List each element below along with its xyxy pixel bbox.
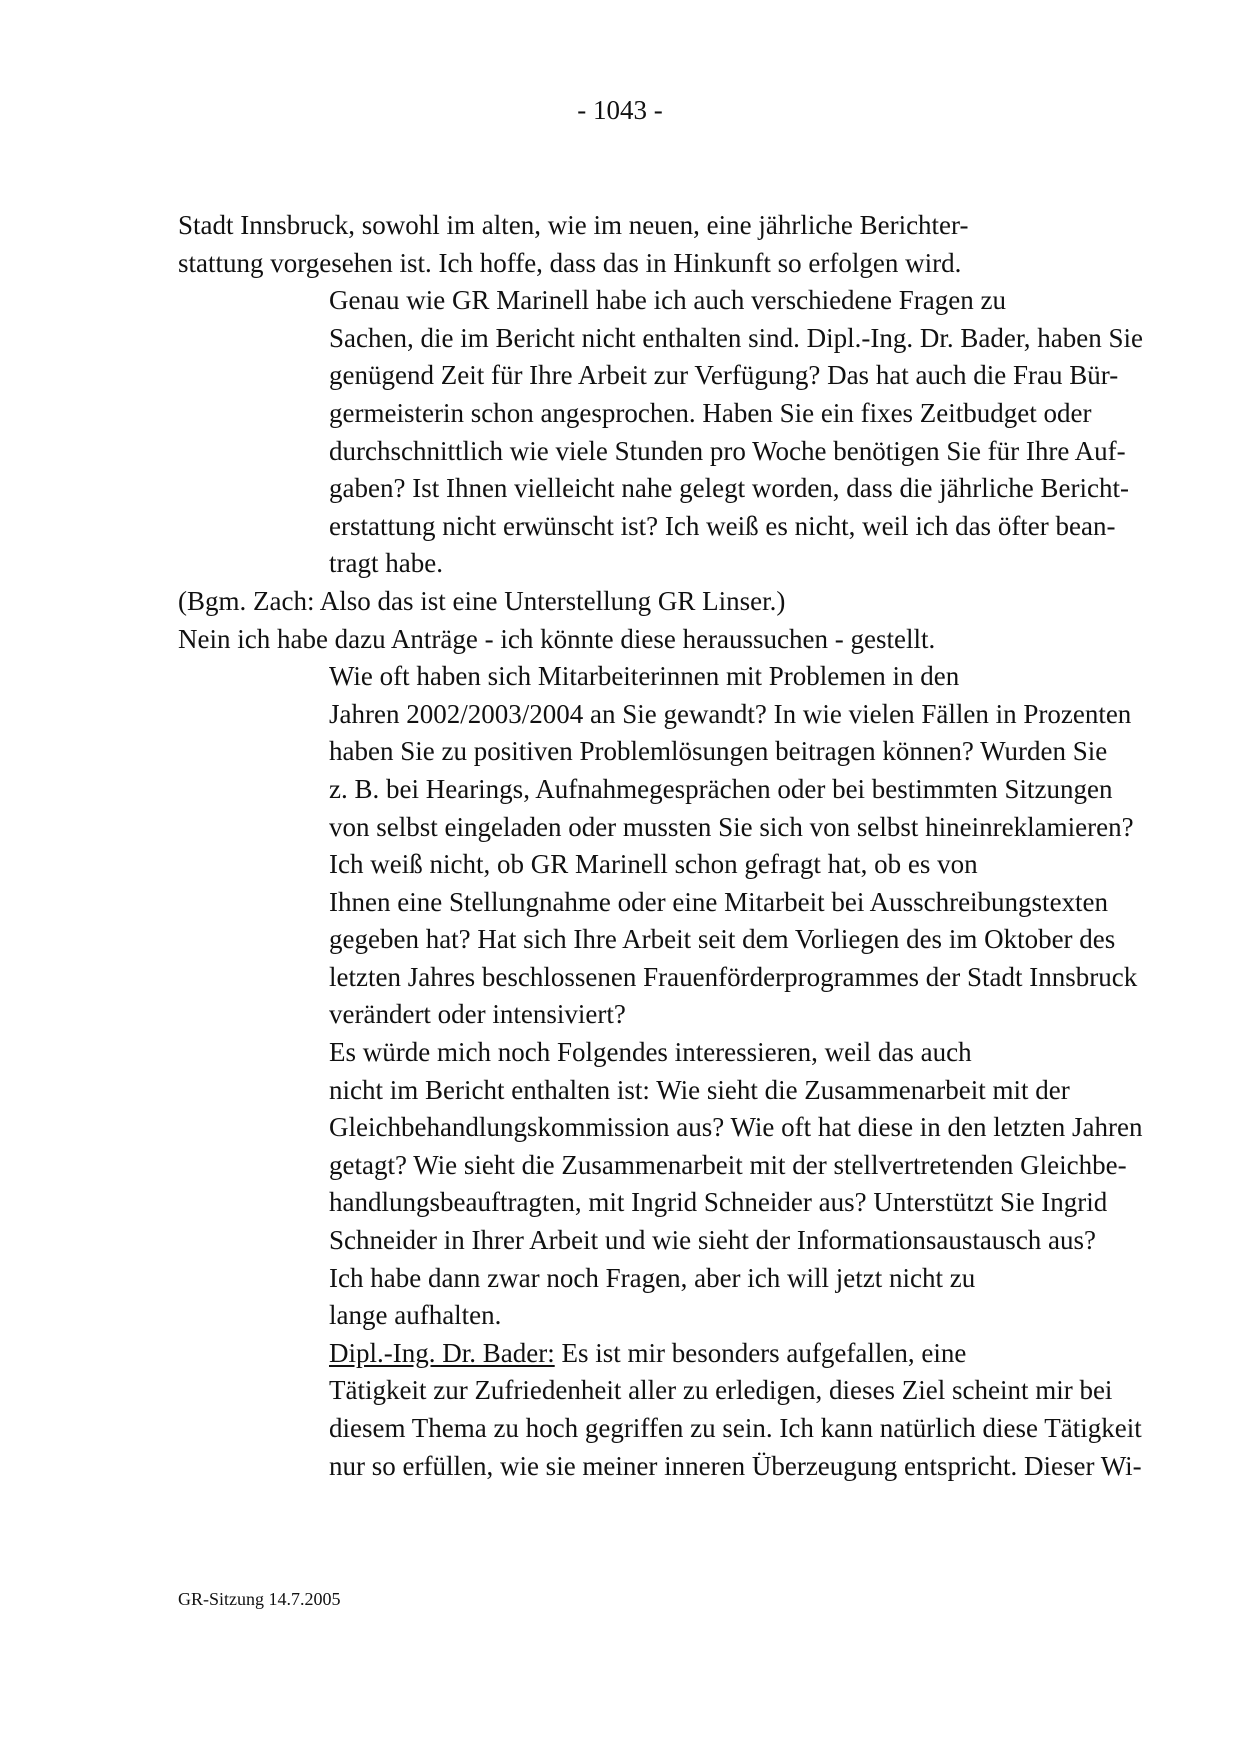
text-line: Sachen, die im Bericht nicht enthalten sind. Dipl.-Ing. Dr. Bader, haben Sie: [329, 322, 1143, 353]
speaker-statement-start: Es ist mir besonders aufgefallen, eine: [554, 1337, 967, 1368]
interjection: [178, 583, 1078, 621]
text-line: (Bgm. Zach: Also das ist eine Unterstellung GR Linser.): [178, 585, 786, 616]
text-line: genügend Zeit für Ihre Arbeit zur Verfügung? Das hat auch die Frau Bür-: [329, 360, 1119, 391]
text-line: diesem Thema zu hoch gegriffen zu sein. Ich kann natürlich diese Tätigkeit: [329, 1413, 1142, 1443]
text-line: Es würde mich noch Folgendes interessieren, weil das auch: [329, 1037, 972, 1068]
text-line: gaben? Ist Ihnen vielleicht nahe gelegt worden, dass die jährliche Bericht-: [329, 473, 1129, 504]
text-line: handlungsbeauftragten, mit Ingrid Schneider aus? Unterstützt Sie Ingrid: [329, 1187, 1108, 1218]
text-line: Wie oft haben sich Mitarbeiterinnen mit Problemen in den: [329, 661, 960, 692]
footer-session-date: GR-Sitzung 14.7.2005: [178, 1589, 341, 1609]
text-line: gegeben hat? Hat sich Ihre Arbeit seit dem Vorliegen des im Oktober des: [329, 924, 1116, 955]
text-line: verändert oder intensiviert?: [329, 999, 626, 1030]
text-line: erstattung nicht erwünscht ist? Ich weiß es nicht, weil ich das öfter bean-: [329, 510, 1116, 541]
paragraph-2: [178, 282, 1143, 583]
text-line: haben Sie zu positiven Problemlösungen beitragen können? Wurden Sie: [329, 736, 1108, 767]
text-line: Ich habe dann zwar noch Fragen, aber ich will jetzt nicht zu: [329, 1262, 976, 1293]
paragraph-3: [178, 621, 1078, 659]
text-line: [178, 1335, 1078, 1373]
text-line: Genau wie GR Marinell habe ich auch verschiedene Fragen zu: [329, 285, 1006, 316]
text-line: Ich weiß nicht, ob GR Marinell schon gefragt hat, ob es von: [329, 849, 978, 880]
document-body: [178, 207, 1143, 1485]
text-line: Schneider in Ihrer Arbeit und wie sieht der Informationsaustausch aus?: [329, 1225, 1097, 1256]
text-line: nicht im Bericht enthalten ist: Wie sieht die Zusammenarbeit mit der: [329, 1074, 1070, 1105]
text-line: Stadt Innsbruck, sowohl im alten, wie im neuen, eine jährliche Berichter-: [178, 210, 969, 240]
text-line: getagt? Wie sieht die Zusammenarbeit mit der stellvertretenden Gleichbe-: [329, 1149, 1127, 1180]
text-line: stattung vorgesehen ist. Ich hoffe, dass das in Hinkunft so erfolgen wird.: [178, 247, 962, 278]
text-line: tragt habe.: [329, 548, 443, 579]
paragraph-7: [178, 1260, 1078, 1335]
text-line: Tätigkeit zur Zufriedenheit aller zu erledigen, dieses Ziel scheint mir bei: [329, 1375, 1113, 1406]
text-line: z. B. bei Hearings, Aufnahmegesprächen oder bei bestimmten Sitzungen: [329, 773, 1113, 804]
speaker-name: Dipl.-Ing. Dr. Bader:: [329, 1337, 555, 1368]
text-line: Gleichbehandlungskommission aus? Wie oft hat diese in den letzten Jahren: [329, 1112, 1143, 1143]
text-line: durchschnittlich wie viele Stunden pro Woche benötigen Sie für Ihre Auf-: [329, 435, 1126, 466]
text-line: letzten Jahres beschlossenen Frauenförderprogrammes der Stadt Innsbruck: [329, 961, 1138, 992]
text-line: von selbst eingeladen oder mussten Sie sich von selbst hineinreklamieren?: [329, 811, 1134, 842]
text-line: nur so erfüllen, wie sie meiner inneren Überzeugung entspricht. Dieser Wi-: [329, 1450, 1142, 1481]
paragraph-5: [178, 846, 1138, 1034]
text-line: Jahren 2002/2003/2004 an Sie gewandt? In wie vielen Fällen in Prozenten: [329, 698, 1132, 729]
page-number: - 1043 -: [577, 95, 663, 125]
paragraph-1: [178, 207, 1078, 282]
text-line: Nein ich habe dazu Anträge - ich könnte diese heraussuchen - gestellt.: [178, 623, 936, 654]
paragraph-6: [178, 1034, 1143, 1260]
text-line: Ihnen eine Stellungnahme oder eine Mitarbeit bei Ausschreibungstexten: [329, 886, 1109, 917]
text-line: germeisterin schon angesprochen. Haben Sie ein fixes Zeitbudget oder: [329, 397, 1092, 428]
paragraph-8: [178, 1335, 1142, 1485]
text-line: lange aufhalten.: [329, 1300, 502, 1331]
paragraph-4: [178, 658, 1134, 846]
